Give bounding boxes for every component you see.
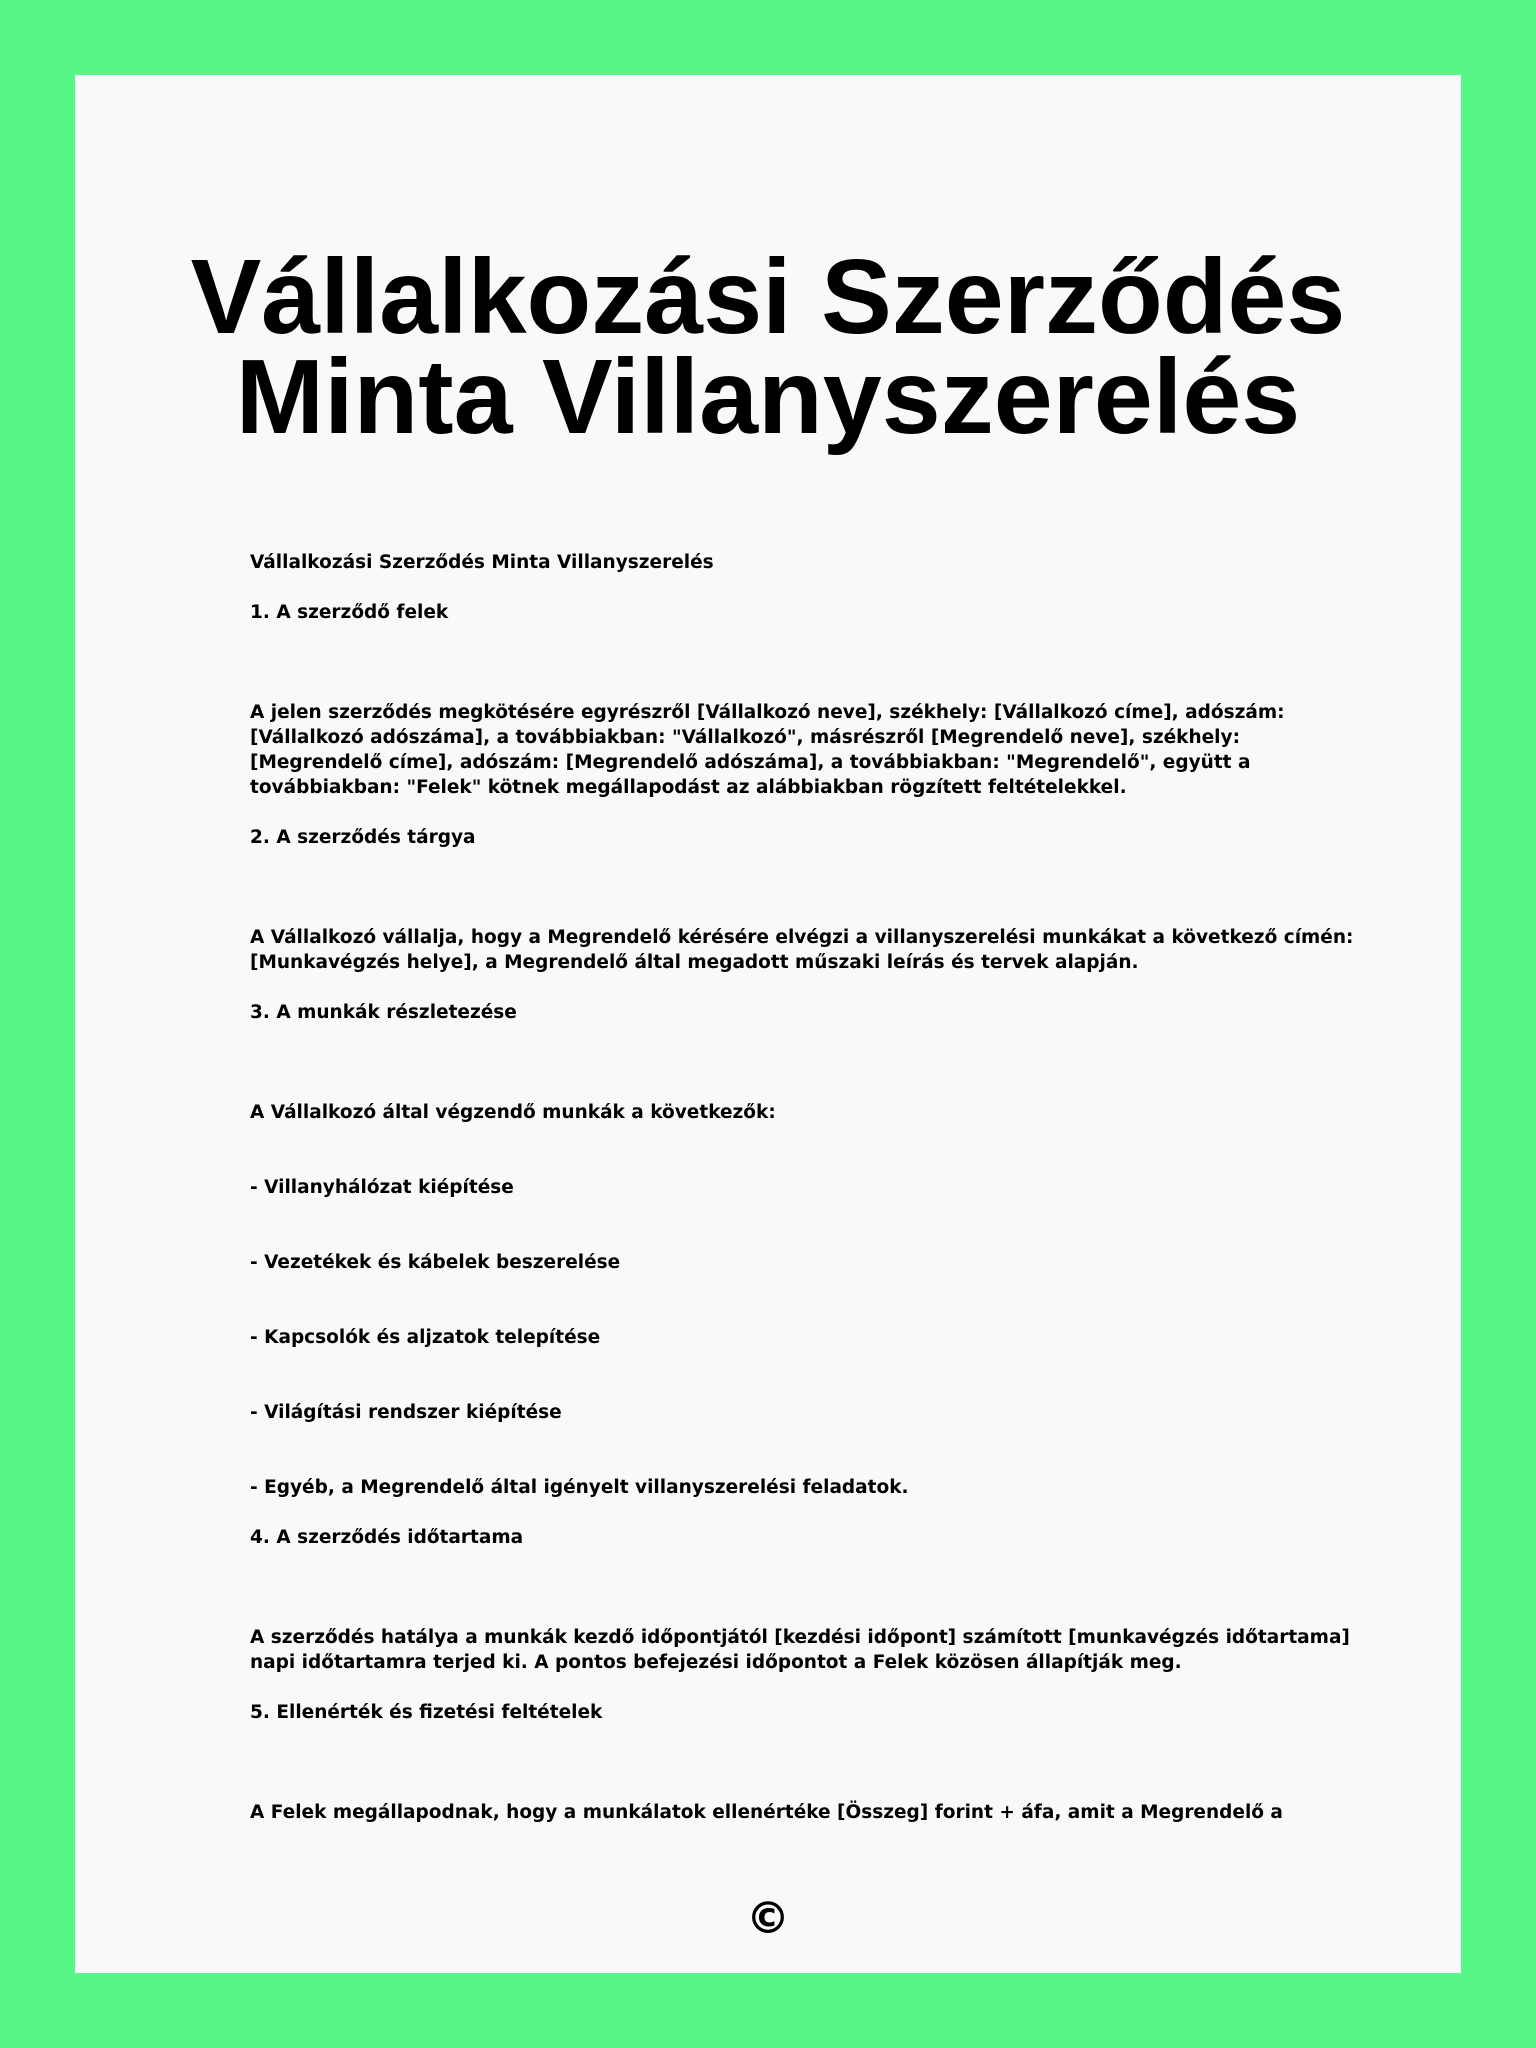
section-4-text: A szerződés hatálya a munkák kezdő időpontjától [kezdési időpont] számított [munkavégzés időtartama] napi időtartamra terjed ki. A pontos befejezési időpontot a Felek közösen állapítják meg. bbox=[250, 1627, 1350, 1673]
section-4-title: 4. A szerződés időtartama bbox=[250, 1527, 524, 1548]
document-page bbox=[75, 75, 1461, 1973]
work-item: - Világítási rendszer kiépítése bbox=[250, 1402, 562, 1423]
section-3-title: 3. A munkák részletezése bbox=[250, 1002, 517, 1023]
document-heading: Vállalkozási Szerződés Minta Villanyszerelés bbox=[250, 552, 714, 573]
section-2-text: A Vállalkozó vállalja, hogy a Megrendelő kérésére elvégzi a villanyszerelési munkákat a következő címén: [Munkavégzés helye], a Megrendelő által megadott műszaki leírás és tervek alapján. bbox=[250, 927, 1354, 973]
section-5-title: 5. Ellenérték és fizetési feltételek bbox=[250, 1702, 603, 1723]
page-title: Vállalkozási Szerződés Minta Villanyszerelés bbox=[190, 238, 1346, 456]
work-item: - Vezetékek és kábelek beszerelése bbox=[250, 1252, 621, 1273]
section-2-title: 2. A szerződés tárgya bbox=[250, 827, 476, 848]
section-1-text: A jelen szerződés megkötésére egyrészről [Vállalkozó neve], székhely: [Vállalkozó címe], adószám: [Vállalkozó adószáma], a továbbiakban: "Vállalkozó", másrészről [Megrendelő neve], székhely: [Megrendelő címe], adószám: [Megrendelő adószáma], a továbbiakban: "Megrendelő", együtt a továbbiakban: "Felek" kötnek megállapodást az alábbiakban rögzített feltételekkel. bbox=[250, 702, 1285, 798]
section-3-intro: A Vállalkozó által végzendő munkák a következők: bbox=[250, 1102, 776, 1123]
section-5-text: A Felek megállapodnak, hogy a munkálatok ellenértéke [Összeg] forint + áfa, amit a Megrendelő a bbox=[250, 1802, 1283, 1823]
document-body bbox=[250, 550, 1370, 1825]
work-item: - Egyéb, a Megrendelő által igényelt villanyszerelési feladatok. bbox=[250, 1477, 909, 1498]
work-item: - Kapcsolók és aljzatok telepítése bbox=[250, 1327, 601, 1348]
copyright-icon: © bbox=[746, 1893, 790, 1944]
work-item: - Villanyhálózat kiépítése bbox=[250, 1177, 514, 1198]
section-1-title: 1. A szerződő felek bbox=[250, 602, 449, 623]
